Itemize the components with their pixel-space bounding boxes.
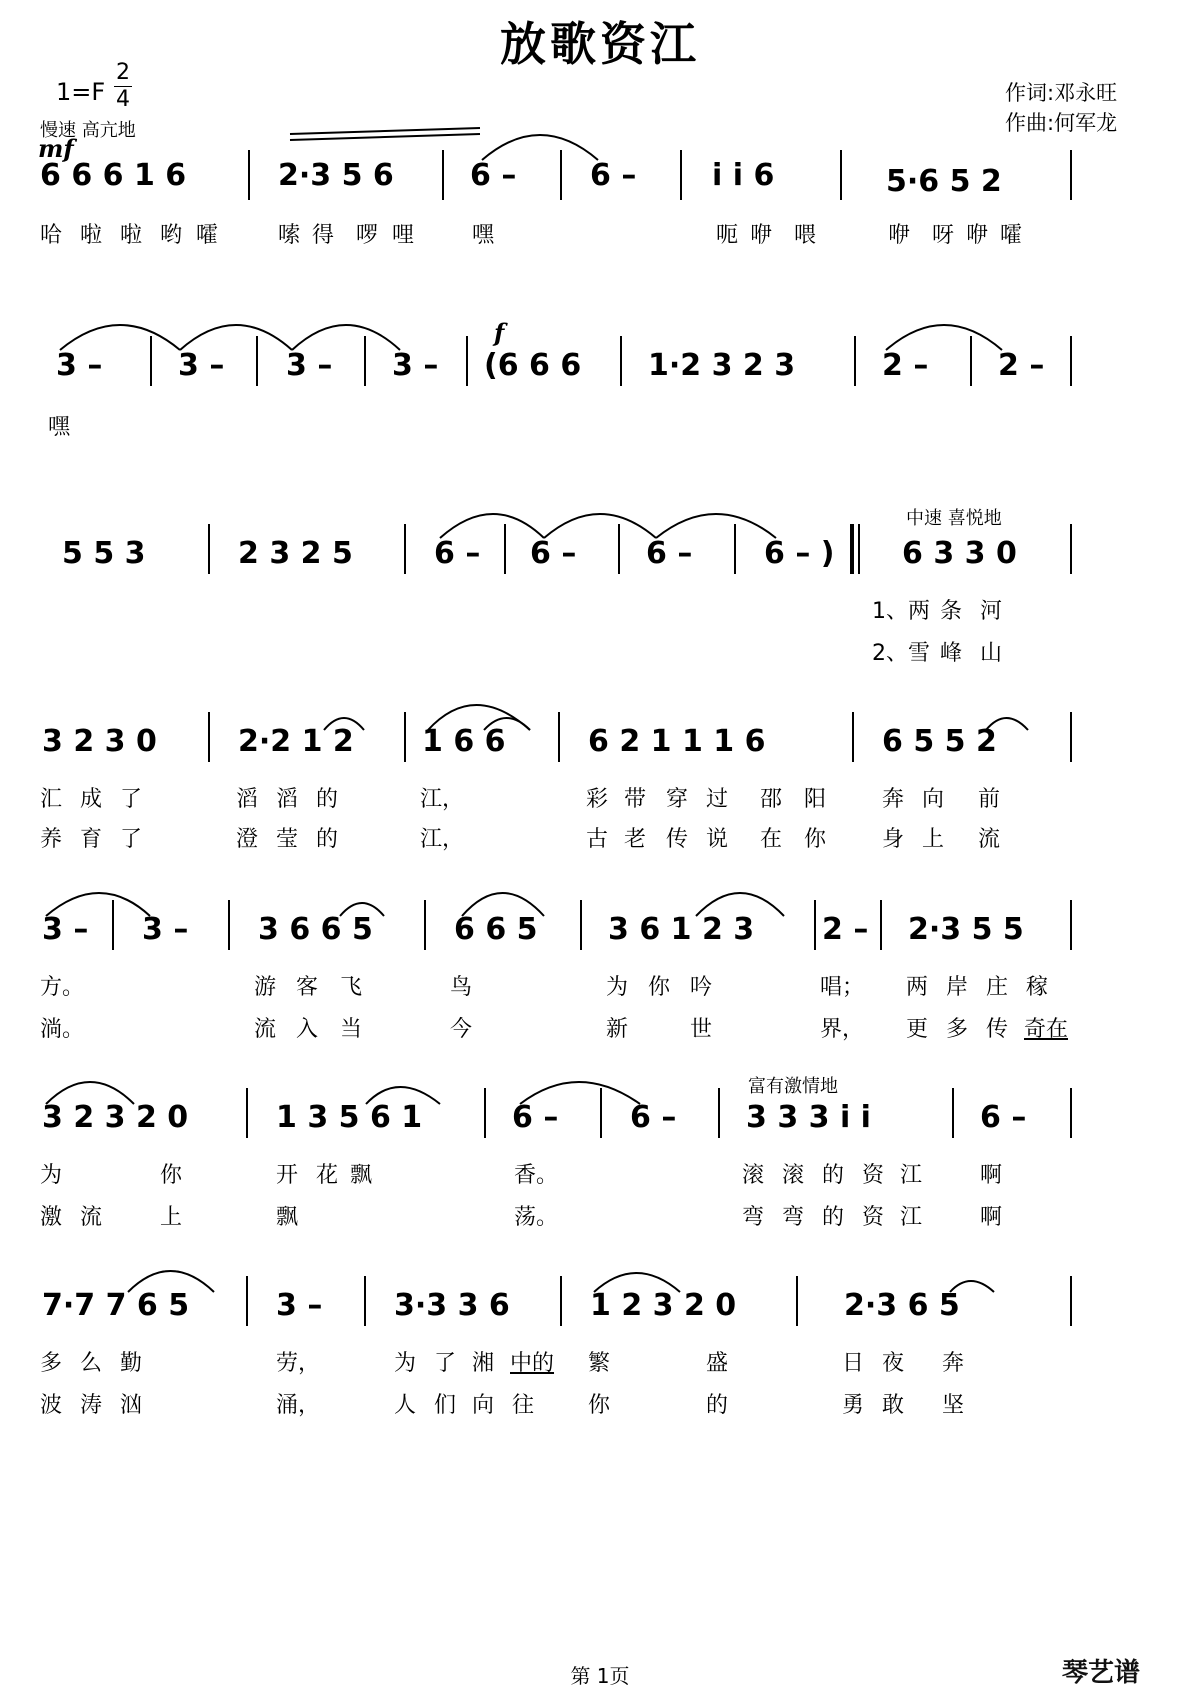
- lyric: 向: [922, 787, 945, 812]
- measure: 6 –: [646, 536, 693, 571]
- lyric: 上: [922, 827, 945, 852]
- lyric: 向: [472, 1393, 495, 1418]
- lyric: 啦: [80, 223, 103, 248]
- lyric: 鸟: [450, 975, 473, 1000]
- measure: 6 –: [530, 536, 577, 571]
- lyric: 啰: [356, 223, 379, 248]
- lyric: 涌，: [276, 1393, 321, 1418]
- lyric: 奔: [882, 787, 905, 812]
- lyric: 波: [40, 1393, 63, 1418]
- measure: 2 –: [822, 912, 869, 947]
- measure: 3 6 6 5: [258, 912, 373, 947]
- lyric: 滔: [236, 787, 259, 812]
- measure: 6 –: [512, 1100, 559, 1135]
- measure: 2 –: [882, 348, 929, 383]
- lyric: 滚: [782, 1163, 805, 1188]
- measure: (6 6 6: [484, 348, 582, 383]
- lyric: 过: [706, 787, 729, 812]
- lyric: 界，: [820, 1017, 865, 1042]
- lyric: 流: [80, 1205, 103, 1230]
- lyric: 涛: [80, 1393, 103, 1418]
- measure: 3 –: [286, 348, 333, 383]
- lyric: 2、雪: [872, 641, 930, 666]
- lyric: 的: [822, 1205, 845, 1230]
- watermark-logo: 琴艺谱: [1062, 1658, 1141, 1688]
- lyric: 啦: [120, 223, 143, 248]
- time-top: 2: [116, 60, 130, 85]
- lyric: 呀: [932, 223, 955, 248]
- measure: 6 6 6 1 6: [40, 158, 187, 193]
- lyric: 阳: [804, 787, 827, 812]
- lyric: 江，: [420, 787, 465, 812]
- lyric: 前: [978, 787, 1001, 812]
- lyric: 传: [666, 827, 689, 852]
- measure: 6 –: [434, 536, 481, 571]
- lyric: 哈: [40, 223, 63, 248]
- lyric: 在: [760, 827, 783, 852]
- lyric: 1、两: [872, 599, 930, 624]
- measure: 6 –: [590, 158, 637, 193]
- measure: 3·3 3 6: [394, 1288, 510, 1323]
- lyric: 当: [340, 1017, 363, 1042]
- lyric: 方。: [40, 975, 85, 1000]
- lyric: 呃: [716, 223, 739, 248]
- lyric: 荡。: [514, 1205, 559, 1230]
- measure: 2·3 6 5: [844, 1288, 960, 1323]
- measure: 3 –: [42, 912, 89, 947]
- lyric: 游: [254, 975, 277, 1000]
- measure: 6 6 5: [454, 912, 538, 947]
- lyric: 唱；: [820, 975, 865, 1000]
- lyric: 开: [276, 1163, 299, 1188]
- lyric: 的: [822, 1163, 845, 1188]
- lyric: 敢: [882, 1393, 905, 1418]
- lyric: 汇: [40, 787, 63, 812]
- lyric: 山: [980, 641, 1003, 666]
- lyric: 今: [450, 1017, 473, 1042]
- lyric: 了: [120, 787, 143, 812]
- lyric: 峰: [940, 641, 963, 666]
- lyric: 飞: [340, 975, 363, 1000]
- lyric: 嘿: [48, 415, 71, 440]
- lyric: 你: [160, 1163, 183, 1188]
- lyric: 的: [706, 1393, 729, 1418]
- lyric: 新: [606, 1017, 629, 1042]
- lyric: 客: [296, 975, 319, 1000]
- lyric: 传: [986, 1017, 1009, 1042]
- lyric: 莹: [276, 827, 299, 852]
- time-bottom: 4: [116, 87, 130, 112]
- lyric: 流: [978, 827, 1001, 852]
- measure: 3 –: [276, 1288, 323, 1323]
- measure: 3 2 3 2 0: [42, 1100, 189, 1135]
- measure: 6 –: [470, 158, 517, 193]
- lyric: 弯: [742, 1205, 765, 1230]
- lyric: 江: [900, 1163, 923, 1188]
- lyric: 了: [434, 1351, 457, 1376]
- lyric: 资: [862, 1163, 885, 1188]
- lyric: 流: [254, 1017, 277, 1042]
- measure: 6 –: [980, 1100, 1027, 1135]
- lyric: 老: [624, 827, 647, 852]
- measure: 3 –: [392, 348, 439, 383]
- lyric: 中的: [510, 1351, 555, 1376]
- lyric: 嚯: [196, 223, 219, 248]
- lyric: 的: [316, 827, 339, 852]
- measure: 1·2 3 2 3: [648, 348, 796, 383]
- lyric: 上: [160, 1205, 183, 1230]
- lyric: 说: [706, 827, 729, 852]
- lyric: 江，: [420, 827, 465, 852]
- lyric: 世: [690, 1017, 713, 1042]
- tempo-mark-1: 慢速 高亢地: [40, 120, 136, 141]
- lyric: 人: [394, 1393, 417, 1418]
- lyric: 了: [120, 827, 143, 852]
- lyric: 勇: [842, 1393, 865, 1418]
- lyric: 江: [900, 1205, 923, 1230]
- measure: 1 2 3 2 0: [590, 1288, 737, 1323]
- measure: 7·7 7 6 5: [42, 1288, 190, 1323]
- lyric: 啊: [980, 1163, 1003, 1188]
- lyric: 们: [434, 1393, 457, 1418]
- lyric: 奇在: [1024, 1017, 1069, 1042]
- lyric: 劳，: [276, 1351, 321, 1376]
- measure: 3 3 3 i i: [746, 1100, 871, 1135]
- measure: 2·2 1 2: [238, 724, 354, 759]
- lyric: 成: [80, 787, 103, 812]
- lyric: 哟: [160, 223, 183, 248]
- lyric: 为: [40, 1163, 63, 1188]
- lyric: 繁: [588, 1351, 611, 1376]
- lyric: 入: [296, 1017, 319, 1042]
- lyric: 哩: [392, 223, 415, 248]
- lyric: 条: [940, 599, 963, 624]
- dynamic-mf: mf: [38, 134, 74, 163]
- measure: 3 6 1 2 3: [608, 912, 755, 947]
- lyric: 往: [512, 1393, 535, 1418]
- lyric: 吟: [690, 975, 713, 1000]
- lyric: 滚: [742, 1163, 765, 1188]
- dynamic-f: f: [494, 318, 505, 347]
- lyric: 汹: [120, 1393, 143, 1418]
- lyric: 咿: [966, 223, 989, 248]
- tempo-mark-2: 中速 喜悦地: [906, 508, 1002, 529]
- lyric: 带: [624, 787, 647, 812]
- measure: 6 3 3 0: [902, 536, 1017, 571]
- lyric: 庄: [986, 975, 1009, 1000]
- lyric: 你: [804, 827, 827, 852]
- lyric: 香。: [514, 1163, 559, 1188]
- lyric: 你: [648, 975, 671, 1000]
- lyric: 多: [946, 1017, 969, 1042]
- lyric: 咿: [750, 223, 773, 248]
- lyric: 两: [906, 975, 929, 1000]
- lyric: 多: [40, 1351, 63, 1376]
- lyric: 澄: [236, 827, 259, 852]
- lyric: 邵: [760, 787, 783, 812]
- lyric: 夜: [882, 1351, 905, 1376]
- lyric: 勤: [120, 1351, 143, 1376]
- lyric: 盛: [706, 1351, 729, 1376]
- lyric: 激: [40, 1205, 63, 1230]
- measure: 5 5 3: [62, 536, 146, 571]
- measure: 3 –: [178, 348, 225, 383]
- lyric: 穿: [666, 787, 689, 812]
- lyric: 么: [80, 1351, 103, 1376]
- measure: 6 – ): [764, 536, 835, 571]
- measure: 6 –: [630, 1100, 677, 1135]
- measure: 5·6 5 2: [886, 164, 1002, 199]
- lyric: 育: [80, 827, 103, 852]
- measure: i i 6: [712, 158, 775, 193]
- lyric: 更: [906, 1017, 929, 1042]
- measure: 2·3 5 6: [278, 158, 394, 193]
- lyric: 喂: [794, 223, 817, 248]
- measure: 2·3 5 5: [908, 912, 1024, 947]
- lyric: 为: [394, 1351, 417, 1376]
- lyric: 飘: [276, 1205, 299, 1230]
- lyric: 为: [606, 975, 629, 1000]
- lyric: 日: [842, 1351, 865, 1376]
- lyric: 得: [312, 223, 335, 248]
- lyric: 飘: [350, 1163, 373, 1188]
- lyric: 的: [316, 787, 339, 812]
- lyric: 古: [586, 827, 609, 852]
- lyric: 坚: [942, 1393, 965, 1418]
- lyric: 养: [40, 827, 63, 852]
- lyric: 花: [316, 1163, 339, 1188]
- lyric: 你: [588, 1393, 611, 1418]
- measure: 2 3 2 5: [238, 536, 353, 571]
- lyric: 稼: [1026, 975, 1049, 1000]
- lyric: 身: [882, 827, 905, 852]
- lyric: 湘: [472, 1351, 495, 1376]
- measure: 6 2 1 1 1 6: [588, 724, 766, 759]
- lyric: 咿: [888, 223, 911, 248]
- lyric: 嘿: [472, 223, 495, 248]
- key-signature: 1=F: [56, 78, 106, 106]
- lyric: 啊: [980, 1205, 1003, 1230]
- measure: 3 –: [56, 348, 103, 383]
- composer: 作曲:何军龙: [1005, 111, 1118, 135]
- tempo-mark-3: 富有激情地: [748, 1076, 838, 1097]
- lyric: 弯: [782, 1205, 805, 1230]
- lyric: 岸: [946, 975, 969, 1000]
- measure: 3 –: [142, 912, 189, 947]
- lyric: 奔: [942, 1351, 965, 1376]
- measure: 1 3 5 6 1: [276, 1100, 423, 1135]
- lyric: 嗦: [278, 223, 301, 248]
- measure: 3 2 3 0: [42, 724, 157, 759]
- page-number: 第 1页: [570, 1664, 630, 1688]
- lyric: 河: [980, 599, 1003, 624]
- lyric: 淌。: [40, 1017, 85, 1042]
- measure: 2 –: [998, 348, 1045, 383]
- lyric: 嚯: [1000, 223, 1023, 248]
- measure: 6 5 5 2: [882, 724, 997, 759]
- lyricist: 作词:邓永旺: [1005, 81, 1118, 105]
- page-title: 放歌资江: [500, 17, 700, 71]
- lyric: 彩: [586, 787, 609, 812]
- measure: 1 6 6: [422, 724, 506, 759]
- lyric: 滔: [276, 787, 299, 812]
- lyric: 资: [862, 1205, 885, 1230]
